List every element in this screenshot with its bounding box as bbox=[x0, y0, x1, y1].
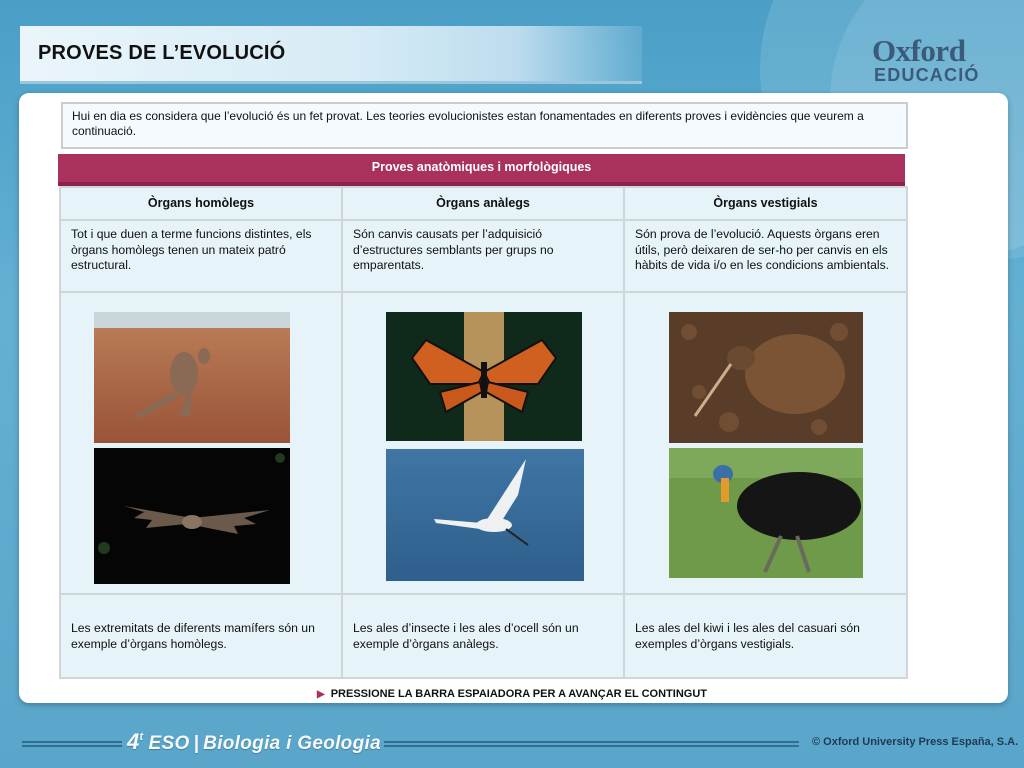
course-sup: t bbox=[139, 731, 144, 743]
course-level: ESO bbox=[148, 733, 190, 754]
intro-text: Hui en dia es considera que l’evolució és un fet provat. Les teories evolucionistes estan fonamentades en diferents proves i evidències que veurem a continuació. bbox=[72, 109, 864, 138]
bat-photo bbox=[94, 448, 290, 584]
images-row bbox=[60, 292, 907, 594]
image-cell bbox=[342, 292, 624, 594]
continue-text: PRESSIONE LA BARRA ESPAIADORA PER A AVANÇAR EL CONTINGUT bbox=[330, 688, 707, 700]
triangle-right-icon: ▶ bbox=[317, 689, 325, 700]
cassowary-photo bbox=[669, 448, 863, 578]
description-row bbox=[60, 220, 907, 292]
page-title: PROVES DE L’EVOLUCIÓ bbox=[38, 42, 286, 64]
column-heading: Òrgans anàlegs bbox=[342, 187, 624, 220]
column-caption: Les ales d’insecte i les ales d’ocell són un exemple d’òrgans anàlegs. bbox=[342, 594, 624, 678]
kiwi-photo bbox=[669, 312, 863, 443]
section-header: Proves anatòmiques i morfològiques bbox=[58, 154, 905, 186]
column-caption: Les ales del kiwi i les ales del casuari són exemples d’òrgans vestigials. bbox=[624, 594, 907, 678]
column-heading: Òrgans homòlegs bbox=[60, 187, 342, 220]
spoonbill-flying-photo bbox=[386, 449, 584, 581]
copyright-text: © Oxford University Press España, S.A. bbox=[812, 736, 1019, 748]
footer-divider bbox=[22, 745, 122, 747]
footer-divider bbox=[22, 741, 122, 743]
column-description: Són prova de l’evolució. Aquests òrgans eren útils, però deixaren de ser-ho per canvis en els hàbits de vida i/o en les condicions ambientals. bbox=[624, 220, 907, 292]
continue-instruction bbox=[0, 688, 1024, 700]
logo-sub-text: EDUCACIÓ bbox=[874, 65, 980, 85]
image-cell bbox=[624, 292, 907, 594]
footer-divider bbox=[384, 741, 799, 743]
column-heading: Òrgans vestigials bbox=[624, 187, 907, 220]
caption-row bbox=[60, 594, 907, 678]
separator: | bbox=[193, 733, 200, 754]
table-header-row bbox=[60, 187, 907, 220]
column-description: Són canvis causats per l’adquisició d’estructures semblants per grups no emparentats. bbox=[342, 220, 624, 292]
column-description: Tot i que duen a terme funcions distintes, els òrgans homòlegs tenen un mateix patró estructural. bbox=[60, 220, 342, 292]
monarch-butterfly-photo bbox=[386, 312, 582, 441]
intro-box bbox=[61, 102, 908, 149]
column-caption: Les extremitats de diferents mamífers són un exemple d’òrgans homòlegs. bbox=[60, 594, 342, 678]
kangaroo-photo bbox=[94, 312, 290, 443]
footer-divider bbox=[384, 745, 799, 747]
course-label bbox=[127, 729, 381, 755]
course-number: 4 bbox=[127, 729, 140, 754]
image-cell bbox=[60, 292, 342, 594]
logo-brand-text: Oxford bbox=[872, 33, 966, 68]
subject-name: Biologia i Geologia bbox=[203, 733, 381, 754]
oxford-logo bbox=[872, 33, 1002, 89]
title-bar bbox=[20, 26, 642, 84]
comparison-table bbox=[59, 186, 908, 679]
